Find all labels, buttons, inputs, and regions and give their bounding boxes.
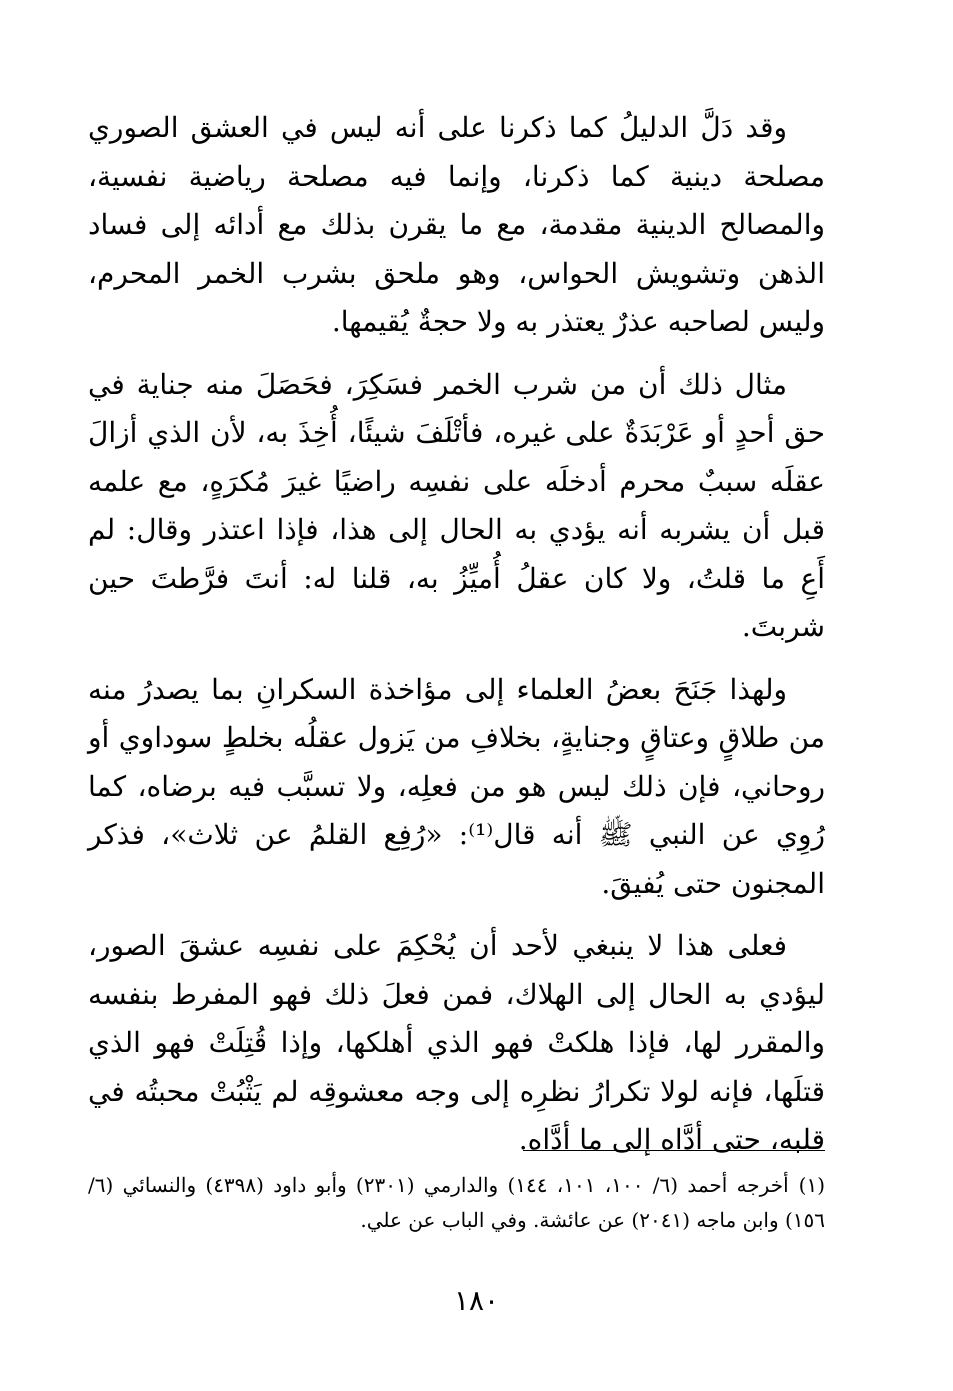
page-number: ١٨٠	[453, 1284, 500, 1317]
main-text-block	[88, 104, 825, 1179]
footnote-separator	[523, 1150, 825, 1151]
footnotes	[88, 1168, 825, 1238]
paragraph-4: فعلى هذا لا ينبغي لأحد أن يُحْكِمَ على نفسِه عشقَ الصور، ليؤدي به الحال إلى الهلاك، فمن فعلَ ذلك فهو المفرط بنفسه والمقرر لها، فإذا هلكتْ فهو الذي أهلكها، وإذا قُتِلَتْ فهو الذي قتلَها، فإنه لولا تكرارُ نظرِه إلى وجه معشوقِه لم يَثْبُتْ محبتُه في قلبه، حتى أدَّاه إلى ما أدَّاه.	[88, 929, 825, 1156]
paragraph-1: وقد دَلَّ الدليلُ كما ذكرنا على أنه ليس في العشق الصوري مصلحة دينية كما ذكرنا، وإنما فيه مصلحة رياضية نفسية، والمصالح الدينية مقدمة، مع ما يقرن بذلك مع أدائه إلى فساد الذهن وتشويش الحواس، وهو ملحق بشرب الخمر المحرم، وليس لصاحبه عذرٌ يعتذر به ولا حجةٌ يُقيمها.	[88, 111, 825, 338]
footnote-marker: (١)	[798, 1173, 826, 1197]
paragraph-3: ولهذا جَنَحَ بعضُ العلماء إلى مؤاخذة السكرانِ بما يصدرُ منه من طلاقٍ وعتاقٍ وجنايةٍ، بخلافِ من يَزول عقلُه بخلطٍ سوداوي أو روحاني، فإن ذلك ليس هو من فعلِه، ولا تسبَّب فيه برضاه، كما رُوِي عن النبي ﷺ أنه قال⁽¹⁾: «رُفِع القلمُ عن ثلاث»، فذكر المجنون حتى يُفيقَ.	[88, 672, 826, 900]
paragraph-2: مثال ذلك أن من شرب الخمر فسَكِرَ، فحَصَلَ منه جناية في حق أحدٍ أو عَرْبَدَةٌ على غيره، فأتْلَفَ شيئًا، أُخِذَ به، لأن الذي أزالَ عقلَه سببٌ محرم أدخلَه على نفسِه راضيًا غيرَ مُكرَهٍ، مع علمه قبل أن يشربه أنه يؤدي به الحال إلى هذا، فإذا اعتذر وقال: لم أَعِ ما قلتُ، ولا كان عقلُ أُميِّزُ به، قلنا له: أنتَ فرَّطتَ حين شربتَ.	[88, 367, 825, 643]
footnote-text: أخرجه أحمد (٦/ ١٠٠، ١٠١، ١٤٤) والدارمي (٢٣٠١) وأبو داود (٤٣٩٨) والنسائي (٦/ ١٥٦) وابن ماجه (٢٠٤١) عن عائشة. وفي الباب عن علي.	[88, 1173, 825, 1232]
